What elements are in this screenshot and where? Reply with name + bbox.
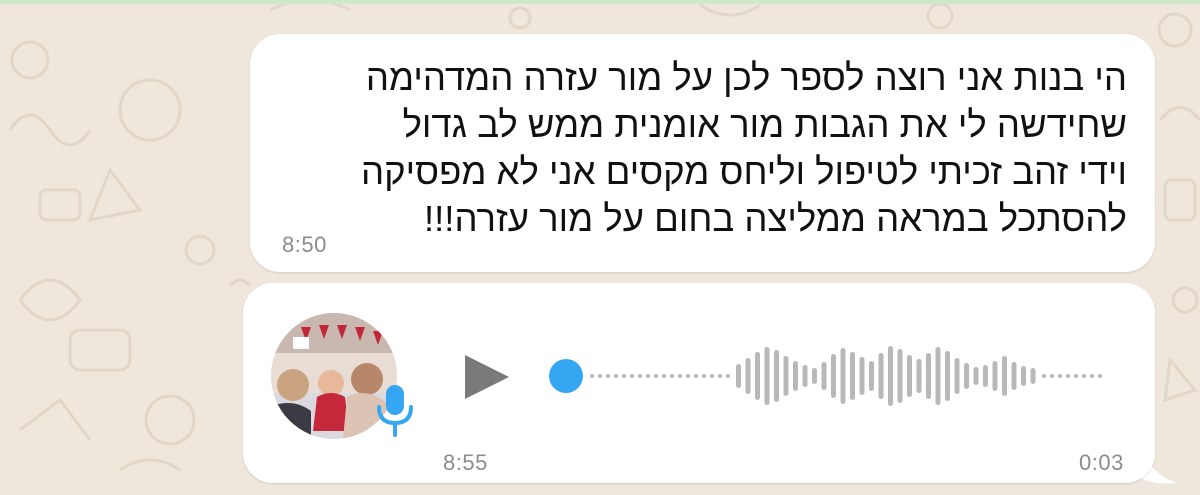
waveform-bar	[993, 361, 998, 391]
waveform-bar	[898, 349, 903, 403]
waveform-bar	[917, 359, 922, 393]
voice-timestamp: 8:55	[443, 450, 488, 475]
waveform-bar	[755, 352, 760, 400]
waveform-bar	[746, 358, 751, 394]
waveform-bar	[812, 368, 817, 384]
waveform-bar	[879, 353, 884, 399]
waveform-bar	[926, 353, 931, 399]
waveform-bar	[955, 358, 960, 394]
waveform-dot	[590, 374, 594, 378]
waveform-dot	[1066, 374, 1070, 378]
microphone-icon	[375, 379, 415, 439]
waveform-bar	[1031, 368, 1036, 384]
message-timestamp: 8:50	[282, 232, 327, 257]
waveform-dot	[686, 374, 690, 378]
waveform-bar	[945, 351, 950, 401]
waveform-dot	[638, 374, 642, 378]
voice-duration: 0:03	[1079, 450, 1124, 475]
waveform-bar	[774, 350, 779, 402]
waveform-dot	[654, 374, 658, 378]
waveform-dot	[702, 374, 706, 378]
message-text	[307, 54, 1127, 242]
waveform-bar	[1021, 366, 1026, 386]
waveform-dot	[726, 374, 730, 378]
waveform-dot	[1058, 374, 1062, 378]
waveform-dot	[1042, 374, 1046, 378]
waveform-dot	[1082, 374, 1086, 378]
incoming-voice-message[interactable]	[243, 283, 1155, 483]
waveform-dot	[630, 374, 634, 378]
message-line: וידי זהב זכיתי לטיפול וליחס מקסים אני לא מפסיקה	[360, 151, 1127, 192]
message-line: שחידשה לי את הגבות מור אומנית ממש לב גדול	[402, 104, 1127, 145]
waveform-dot	[1090, 374, 1094, 378]
waveform-dot	[694, 374, 698, 378]
waveform-bar	[822, 362, 827, 390]
waveform-dot	[1050, 374, 1054, 378]
waveform-bar	[983, 365, 988, 387]
waveform-bar	[936, 347, 941, 405]
waveform-bar	[974, 367, 979, 385]
play-icon[interactable]	[461, 351, 513, 403]
waveform-dot	[678, 374, 682, 378]
waveform-dot	[614, 374, 618, 378]
waveform-bar	[850, 352, 855, 400]
waveform-dot	[1098, 374, 1102, 378]
audio-waveform[interactable]	[588, 341, 1108, 411]
waveform-bar	[841, 348, 846, 404]
waveform-dot	[598, 374, 602, 378]
message-line: להסתכל במראה ממליצה בחום על מור עזרה!!!	[424, 198, 1127, 239]
waveform-dot	[670, 374, 674, 378]
top-divider	[0, 0, 1200, 4]
waveform-bar	[869, 361, 874, 391]
waveform-bar	[907, 355, 912, 397]
waveform-bar	[860, 357, 865, 395]
waveform-bar	[803, 365, 808, 387]
waveform-dot	[606, 374, 610, 378]
waveform-dot	[646, 374, 650, 378]
waveform-bar	[765, 347, 770, 405]
waveform-bar	[784, 356, 789, 396]
waveform-bar	[831, 354, 836, 398]
waveform-dot	[662, 374, 666, 378]
waveform-dot	[1074, 374, 1078, 378]
waveform-dot	[710, 374, 714, 378]
playback-scrubber[interactable]	[549, 359, 583, 393]
message-line: הי בנות אני רוצה לספר לכן על מור עזרה המדהימה	[365, 57, 1127, 98]
waveform-bar	[888, 346, 893, 406]
waveform-bar	[736, 364, 741, 388]
waveform-bar	[1012, 362, 1017, 390]
incoming-text-message[interactable]	[250, 34, 1155, 272]
waveform-bar	[964, 363, 969, 389]
waveform-dot	[718, 374, 722, 378]
waveform-dot	[622, 374, 626, 378]
waveform-bar	[1002, 356, 1007, 396]
waveform-bar	[793, 361, 798, 391]
